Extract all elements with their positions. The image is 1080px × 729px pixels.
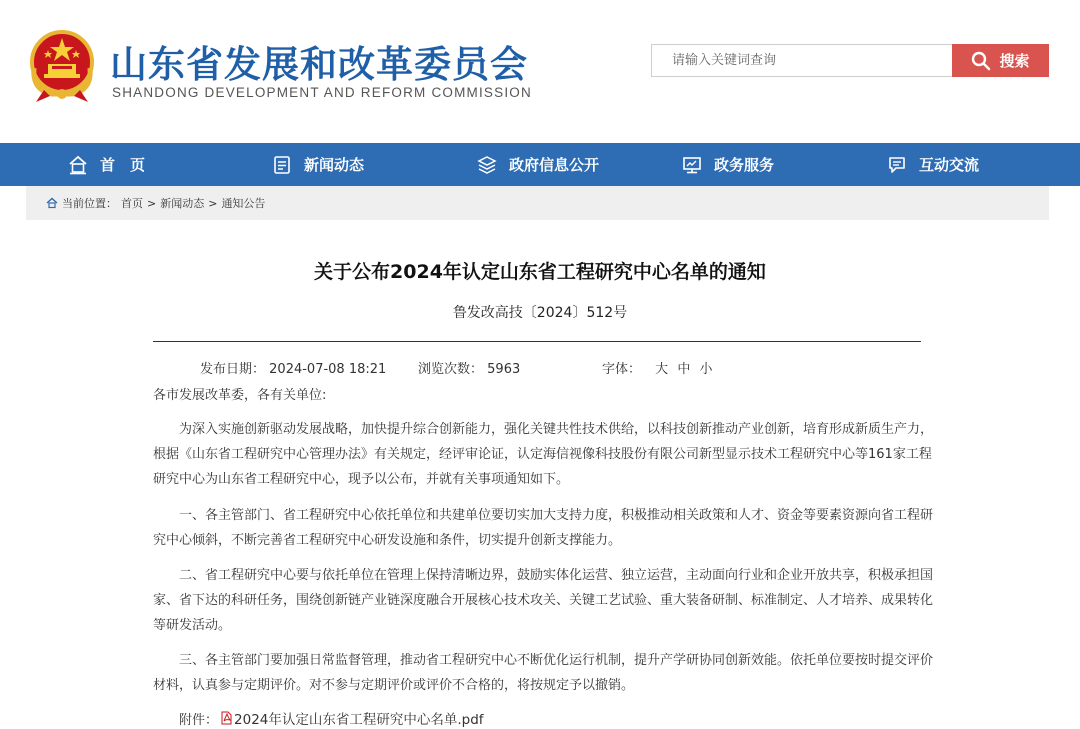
paragraph-line: 研究中心为山东省工程研究中心，现予以公布，并就有关事项通知如下。 xyxy=(153,472,570,487)
nav-item-interaction[interactable] xyxy=(887,143,979,186)
paragraph-line: 一、各主管部门、省工程研究中心依托单位和共建单位要切实加大支持力度，积极推动相关政策和人才、资金等要素资源向省工程研 xyxy=(179,508,934,523)
site-title: 山东省发展和改革委员会 xyxy=(110,43,528,86)
site-subtitle: SHANDONG DEVELOPMENT AND REFORM COMMISSION xyxy=(112,85,532,100)
nav-label-interaction: 互动交流 xyxy=(919,156,980,174)
search-icon xyxy=(971,51,991,71)
paragraph-line: 为深入实施创新驱动发展战略，加快提升综合创新能力，强化关键共性技术供给，以科技创新推动产业创新，培育形成新质生产力， xyxy=(179,422,934,437)
home-icon xyxy=(46,197,58,209)
paragraph-line: 二、省工程研究中心要与依托单位在管理上保持清晰边界，鼓励实体化运营、独立运营，主动面向行业和企业开放共享，积极承担国 xyxy=(179,568,934,583)
breadcrumb-prefix: 当前位置： xyxy=(62,197,117,210)
search-button[interactable] xyxy=(952,44,1049,77)
main-nav xyxy=(0,143,1080,186)
breadcrumb-link-news[interactable]: 新闻动态 xyxy=(160,197,205,210)
site-header xyxy=(0,0,1080,143)
paragraph-line: 材料，认真参与定期评价。对不参与定期评价或评价不合格的，将按规定予以撤销。 xyxy=(153,678,635,693)
font-size-label: 字体： xyxy=(602,362,642,377)
paragraph-intro xyxy=(153,417,934,492)
font-size-medium-button[interactable]: 中 xyxy=(677,362,691,377)
view-count-label: 浏览次数： xyxy=(418,362,484,377)
article-title: 关于公布2024年认定山东省工程研究中心名单的通知 xyxy=(314,261,766,283)
nav-item-gov-info[interactable] xyxy=(477,143,599,186)
font-size-small-button[interactable]: 小 xyxy=(699,362,713,377)
paragraph-line: 等研发活动。 xyxy=(153,618,232,633)
publish-date-value: 2024-07-08 18:21 xyxy=(269,362,387,377)
publish-date xyxy=(200,358,386,377)
attachment xyxy=(179,708,484,728)
breadcrumb-link-notices[interactable]: 通知公告 xyxy=(221,197,266,210)
font-size-large-button[interactable]: 大 xyxy=(655,362,669,377)
document-number: 鲁发改高技〔2024〕512号 xyxy=(452,305,628,321)
nav-item-home[interactable] xyxy=(68,143,145,186)
breadcrumb-separator: > xyxy=(147,196,157,210)
monitor-icon xyxy=(682,155,702,175)
paragraph-line: 究中心倾斜，不断完善省工程研究中心研发设施和条件，切实提升创新支撑能力。 xyxy=(153,533,622,548)
font-size-control xyxy=(602,358,717,377)
layers-icon xyxy=(477,155,497,175)
breadcrumb-link-home[interactable]: 首页 xyxy=(121,197,143,210)
search-button-label: 搜索 xyxy=(999,52,1030,70)
news-icon xyxy=(272,155,292,175)
publish-date-label: 发布日期： xyxy=(200,362,266,377)
view-count xyxy=(418,358,520,377)
attachment-link[interactable]: 2024年认定山东省工程研究中心名单.pdf xyxy=(234,712,484,728)
nav-label-gov-info: 政府信息公开 xyxy=(509,156,600,174)
nav-label-news: 新闻动态 xyxy=(304,156,365,174)
paragraph-item-1 xyxy=(153,503,934,553)
nav-label-services: 政务服务 xyxy=(714,156,775,174)
search-box xyxy=(651,44,953,77)
breadcrumb xyxy=(26,186,1049,220)
nav-item-services[interactable] xyxy=(682,143,774,186)
home-icon xyxy=(68,155,88,175)
view-count-value: 5963 xyxy=(487,362,521,377)
search-input[interactable] xyxy=(652,45,953,76)
national-emblem-icon xyxy=(26,28,98,104)
chat-icon xyxy=(887,155,907,175)
salutation: 各市发展改革委，各有关单位: xyxy=(153,388,327,403)
paragraph-line: 根据《山东省工程研究中心管理办法》有关规定，经评审论证，认定海信视像科技股份有限公司新型显示技术工程研究中心等161家工程 xyxy=(153,447,932,462)
paragraph-item-2 xyxy=(153,563,934,638)
paragraph-line: 三、各主管部门要加强日常监督管理，推动省工程研究中心不断优化运行机制，提升产学研协同创新效能。依托单位要按时提交评价 xyxy=(179,653,934,668)
breadcrumb-separator: > xyxy=(208,196,218,210)
paragraph-line: 家、省下达的科研任务，围绕创新链产业链深度融合开展核心技术攻关、关键工艺试验、重大装备研制、标准制定、人才培养、成果转化 xyxy=(153,593,934,608)
nav-item-news[interactable] xyxy=(272,143,364,186)
pdf-icon xyxy=(220,711,233,725)
attachment-label: 附件： xyxy=(179,712,219,728)
nav-label-home: 首 页 xyxy=(100,156,146,174)
divider xyxy=(153,341,921,342)
paragraph-item-3 xyxy=(153,648,934,698)
